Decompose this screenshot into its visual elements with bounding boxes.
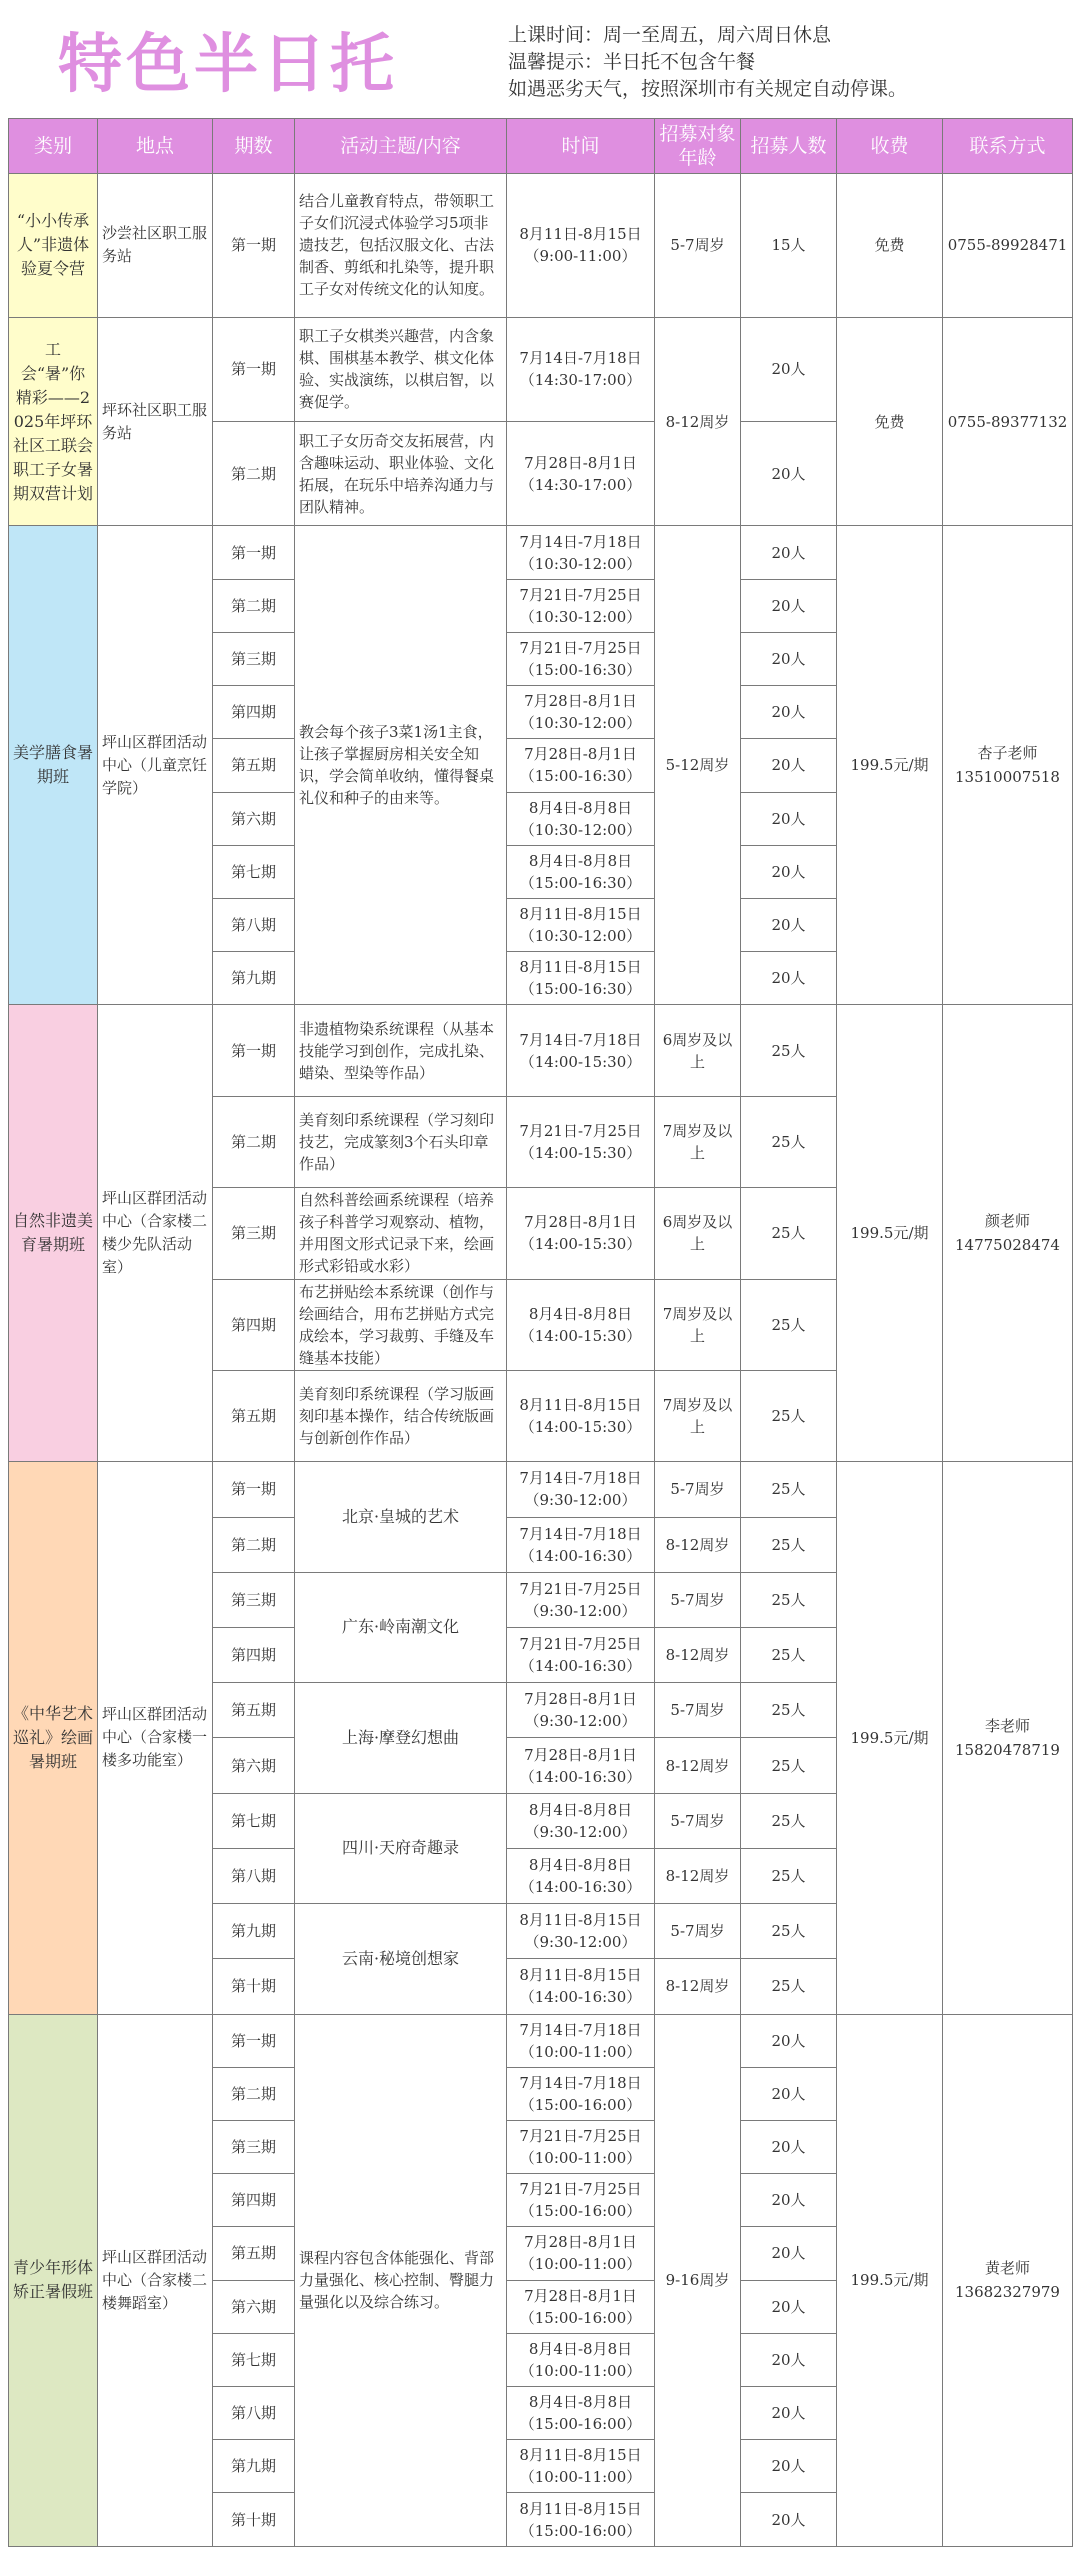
header-time: 时间 <box>507 119 655 174</box>
period-cell: 第二期 <box>213 422 295 526</box>
count-cell: 25人 <box>741 1683 837 1738</box>
time-cell-line: （14:00-16:30） <box>519 1877 642 1896</box>
schedule-table <box>8 118 1073 2547</box>
count-cell: 25人 <box>741 1904 837 1959</box>
time-cell-line: 7月28日-8月1日 <box>524 1690 637 1709</box>
count-cell: 25人 <box>741 1517 837 1572</box>
time-cell-line: 8月11日-8月15日 <box>519 2499 642 2518</box>
location-cell: 坪山区群团活动中心（合家楼一楼多功能室） <box>98 1462 213 2014</box>
count-cell: 20人 <box>741 2174 837 2227</box>
fee-cell: 199.5元/期 <box>837 1005 943 1462</box>
count-cell: 25人 <box>741 1462 837 1517</box>
period-cell: 第九期 <box>213 2440 295 2493</box>
time-cell <box>507 899 655 952</box>
topic-cell: 广东·岭南潮文化 <box>295 1572 507 1682</box>
count-cell: 20人 <box>741 686 837 739</box>
time-cell-line: 7月21日-7月25日 <box>519 1579 642 1598</box>
period-cell: 第四期 <box>213 1627 295 1682</box>
topic-cell: 北京·皇城的艺术 <box>295 1462 507 1572</box>
time-cell-line: （14:00-15:30） <box>519 1326 642 1345</box>
time-cell <box>507 1627 655 1682</box>
content-cell: 美育刻印系统课程（学习版画刻印基本操作，结合传统版画与创新创作作品） <box>295 1370 507 1461</box>
time-cell <box>507 1738 655 1793</box>
age-cell: 7周岁及以上 <box>655 1370 741 1461</box>
time-cell-line: 7月28日-8月1日 <box>524 2233 637 2252</box>
time-cell-line: （10:30-12:00） <box>519 714 642 733</box>
time-cell-line: （14:00-16:30） <box>519 1657 642 1676</box>
period-cell: 第八期 <box>213 2387 295 2440</box>
period-cell: 第三期 <box>213 2120 295 2173</box>
count-cell: 25人 <box>741 1096 837 1187</box>
age-cell: 8-12周岁 <box>655 1738 741 1793</box>
count-cell: 20人 <box>741 792 837 845</box>
time-cell <box>507 2440 655 2493</box>
count-cell: 20人 <box>741 952 837 1005</box>
time-cell-line: 8月11日-8月15日 <box>519 1911 642 1930</box>
time-cell-line: 8月4日-8月8日 <box>528 2393 633 2412</box>
period-cell: 第七期 <box>213 2333 295 2386</box>
count-cell: 20人 <box>741 2280 837 2333</box>
category-cell: 青少年形体矫正暑假班 <box>9 2014 98 2547</box>
contact-cell-line: 杏子老师 <box>977 744 1038 763</box>
header-location: 地点 <box>98 119 213 174</box>
notice-weather: 如遇恶劣天气，按照深圳市有关规定自动停课。 <box>508 78 908 100</box>
time-cell <box>507 1462 655 1517</box>
content-cell: 自然科普绘画系统课程（培养孩子科普学习观察动、植物，并用图文形式记录下来，绘画形式彩铅或水彩） <box>295 1188 507 1279</box>
fee-cell: 199.5元/期 <box>837 1462 943 2014</box>
time-cell-line: 8月4日-8月8日 <box>528 1855 633 1874</box>
period-cell: 第三期 <box>213 1572 295 1627</box>
time-cell-line: （9:30-12:00） <box>524 1822 637 1841</box>
time-cell-line: 7月14日-7月18日 <box>519 2020 642 2039</box>
table-header-row <box>9 119 1073 174</box>
count-cell: 20人 <box>741 2333 837 2386</box>
time-cell-line: （14:00-16:30） <box>519 1767 642 1786</box>
count-cell: 25人 <box>741 1370 837 1461</box>
topic-cell: 上海·摩登幻想曲 <box>295 1683 507 1793</box>
notice-class-time: 上课时间：周一至周五，周六周日休息 <box>508 24 832 46</box>
time-cell-line: （14:00-16:30） <box>519 1988 642 2007</box>
time-cell-line: （10:30-12:00） <box>519 554 642 573</box>
period-cell: 第一期 <box>213 1462 295 1517</box>
time-cell-line: （14:00-16:30） <box>519 1546 642 1565</box>
count-cell: 20人 <box>741 2387 837 2440</box>
fee-cell: 免费 <box>837 317 943 526</box>
age-cell: 5-7周岁 <box>655 1462 741 1517</box>
time-cell-line: （15:00-16:00） <box>519 2415 642 2434</box>
period-cell: 第一期 <box>213 2014 295 2067</box>
category-cell: 自然非遗美育暑期班 <box>9 1005 98 1462</box>
category-cell: 工会“暑”你精彩——2025年坪环社区工联会职工子女暑期双营计划 <box>9 317 98 526</box>
contact-cell <box>943 1005 1073 1462</box>
count-cell: 20人 <box>741 632 837 685</box>
time-cell-line: 7月28日-8月1日 <box>524 692 637 711</box>
header-age: 招募对象年龄 <box>655 119 741 174</box>
location-cell: 沙尝社区职工服务站 <box>98 174 213 318</box>
topic-cell: 云南·秘境创想家 <box>295 1904 507 2014</box>
time-cell <box>507 1683 655 1738</box>
count-cell: 25人 <box>741 1005 837 1096</box>
count-cell: 20人 <box>741 845 837 898</box>
time-cell-line: 7月28日-8月1日 <box>524 453 637 472</box>
time-cell-line: 7月21日-7月25日 <box>519 585 642 604</box>
time-cell-line: 7月14日-7月18日 <box>519 1524 642 1543</box>
header-content: 活动主题/内容 <box>295 119 507 174</box>
age-cell: 8-12周岁 <box>655 317 741 526</box>
contact-cell-line: 黄老师 <box>984 2259 1030 2278</box>
header-count: 招募人数 <box>741 119 837 174</box>
age-cell: 8-12周岁 <box>655 1627 741 1682</box>
count-cell: 25人 <box>741 1627 837 1682</box>
count-cell: 25人 <box>741 1848 837 1903</box>
time-cell-line: （15:00-16:00） <box>519 2521 642 2540</box>
time-cell-line: 8月4日-8月8日 <box>528 1800 633 1819</box>
time-cell <box>507 1517 655 1572</box>
age-cell: 8-12周岁 <box>655 1959 741 2014</box>
time-cell <box>507 2387 655 2440</box>
period-cell: 第一期 <box>213 1005 295 1096</box>
period-cell: 第六期 <box>213 1738 295 1793</box>
table-row <box>9 1005 1073 1096</box>
time-cell <box>507 317 655 421</box>
period-cell: 第五期 <box>213 1683 295 1738</box>
location-cell: 坪山区群团活动中心（合家楼二楼舞蹈室） <box>98 2014 213 2547</box>
age-cell: 5-7周岁 <box>655 1683 741 1738</box>
time-cell <box>507 1848 655 1903</box>
count-cell: 25人 <box>741 1279 837 1370</box>
time-cell-line: （14:00-15:30） <box>519 1235 642 1254</box>
time-cell <box>507 526 655 579</box>
content-cell: 非遗植物染系统课程（从基本技能学习到创作，完成扎染、蜡染、型染等作品） <box>295 1005 507 1096</box>
period-cell: 第三期 <box>213 632 295 685</box>
age-cell: 5-7周岁 <box>655 1904 741 1959</box>
page-header <box>0 0 1080 118</box>
time-cell <box>507 579 655 632</box>
time-cell <box>507 1279 655 1370</box>
fee-cell: 199.5元/期 <box>837 526 943 1005</box>
content-cell: 课程内容包含体能强化、背部力量强化、核心控制、臀腿力量强化以及综合练习。 <box>295 2014 507 2547</box>
age-cell: 8-12周岁 <box>655 1517 741 1572</box>
time-cell <box>507 174 655 318</box>
period-cell: 第四期 <box>213 686 295 739</box>
contact-cell <box>943 317 1073 526</box>
period-cell: 第五期 <box>213 2227 295 2280</box>
fee-cell: 免费 <box>837 174 943 318</box>
count-cell: 20人 <box>741 422 837 526</box>
period-cell: 第八期 <box>213 899 295 952</box>
time-cell-line: （9:00-11:00） <box>524 247 637 266</box>
period-cell: 第四期 <box>213 2174 295 2227</box>
time-cell-line: 7月21日-7月25日 <box>519 1635 642 1654</box>
time-cell <box>507 1572 655 1627</box>
time-cell-line: （10:00-11:00） <box>519 2149 642 2168</box>
time-cell-line: （15:00-16:30） <box>519 873 642 892</box>
age-cell: 5-7周岁 <box>655 1572 741 1627</box>
time-cell-line: （15:00-16:30） <box>519 980 642 999</box>
time-cell-line: （10:30-12:00） <box>519 927 642 946</box>
time-cell-line: 7月28日-8月1日 <box>524 1213 637 1232</box>
age-cell: 5-7周岁 <box>655 174 741 318</box>
time-cell-line: （10:00-11:00） <box>519 2042 642 2061</box>
table-row <box>9 2014 1073 2067</box>
time-cell-line: 7月28日-8月1日 <box>524 1745 637 1764</box>
time-cell-line: （9:30-12:00） <box>524 1601 637 1620</box>
fee-cell: 199.5元/期 <box>837 2014 943 2547</box>
age-cell: 6周岁及以上 <box>655 1188 741 1279</box>
count-cell: 25人 <box>741 1793 837 1848</box>
content-cell: 职工子女历奇交友拓展营，内含趣味运动、职业体验、文化拓展，在玩乐中培养沟通力与团队精神。 <box>295 422 507 526</box>
time-cell-line: （14:00-15:30） <box>519 1144 642 1162</box>
period-cell: 第四期 <box>213 1279 295 1370</box>
location-cell: 坪山区群团活动中心（儿童烹饪学院） <box>98 526 213 1005</box>
time-cell-line: 8月11日-8月15日 <box>519 1396 642 1415</box>
count-cell: 20人 <box>741 579 837 632</box>
time-cell-line: 8月4日-8月8日 <box>528 2339 633 2358</box>
time-cell-line: （9:30-12:00） <box>524 1933 637 1952</box>
contact-cell <box>943 526 1073 1005</box>
time-cell-line: 7月28日-8月1日 <box>524 745 637 764</box>
count-cell: 15人 <box>741 174 837 318</box>
time-cell-line: （15:00-16:30） <box>519 661 642 680</box>
time-cell-line: 8月11日-8月15日 <box>519 958 642 977</box>
period-cell: 第一期 <box>213 526 295 579</box>
count-cell: 20人 <box>741 739 837 792</box>
time-cell <box>507 1959 655 2014</box>
count-cell: 25人 <box>741 1572 837 1627</box>
time-cell <box>507 1370 655 1461</box>
time-cell-line: 7月14日-7月18日 <box>519 1469 642 1488</box>
count-cell: 25人 <box>741 1738 837 1793</box>
content-cell: 职工子女棋类兴趣营，内含象棋、围棋基本教学、棋文化体验、实战演练，以棋启智，以赛促学。 <box>295 317 507 421</box>
table-row <box>9 317 1073 421</box>
period-cell: 第二期 <box>213 1517 295 1572</box>
contact-cell-line: 15820478719 <box>955 1740 1060 1759</box>
time-cell-line: 8月11日-8月15日 <box>519 225 642 244</box>
header-period: 期数 <box>213 119 295 174</box>
age-cell: 6周岁及以上 <box>655 1005 741 1096</box>
period-cell: 第二期 <box>213 579 295 632</box>
time-cell-line: 7月21日-7月25日 <box>519 2180 642 2199</box>
period-cell: 第十期 <box>213 2493 295 2547</box>
contact-cell-line: 14775028474 <box>955 1236 1060 1255</box>
period-cell: 第二期 <box>213 2067 295 2120</box>
content-cell: 美育刻印系统课程（学习刻印技艺，完成篆刻3个石头印章作品） <box>295 1096 507 1187</box>
time-cell-line: 8月4日-8月8日 <box>528 798 633 817</box>
count-cell: 20人 <box>741 2493 837 2547</box>
content-cell: 布艺拼贴绘本系统课（创作与绘画结合，用布艺拼贴方式完成绘本，学习裁剪、手缝及车缝基本技能） <box>295 1279 507 1370</box>
period-cell: 第六期 <box>213 792 295 845</box>
time-cell-line: 7月14日-7月18日 <box>519 2073 642 2092</box>
time-cell <box>507 2014 655 2067</box>
period-cell: 第八期 <box>213 1848 295 1903</box>
count-cell: 20人 <box>741 2014 837 2067</box>
time-cell-line: 8月11日-8月15日 <box>519 1966 642 1985</box>
period-cell: 第五期 <box>213 739 295 792</box>
topic-cell: 四川·天府奇趣录 <box>295 1793 507 1903</box>
time-cell <box>507 2227 655 2280</box>
time-cell-line: 7月14日-7月18日 <box>519 349 642 368</box>
count-cell: 20人 <box>741 2227 837 2280</box>
time-cell-line: 7月21日-7月25日 <box>519 2127 642 2146</box>
location-cell: 坪环社区职工服务站 <box>98 317 213 526</box>
count-cell: 20人 <box>741 2067 837 2120</box>
time-cell <box>507 845 655 898</box>
table-row <box>9 174 1073 318</box>
page-title: 特色半日托 <box>58 28 398 102</box>
time-cell <box>507 1096 655 1187</box>
time-cell <box>507 1793 655 1848</box>
contact-cell <box>943 1462 1073 2014</box>
period-cell: 第九期 <box>213 952 295 1005</box>
time-cell <box>507 2067 655 2120</box>
table-row <box>9 1462 1073 1517</box>
contact-cell-line: 13510007518 <box>955 768 1060 787</box>
time-cell-line: （15:00-16:00） <box>519 2308 642 2327</box>
time-cell-line: 8月11日-8月15日 <box>519 2446 642 2465</box>
count-cell: 20人 <box>741 526 837 579</box>
table-row <box>9 526 1073 579</box>
period-cell: 第一期 <box>213 174 295 318</box>
time-cell-line: （10:00-11:00） <box>519 2468 642 2487</box>
category-cell: “小小传承人”非遗体验夏令营 <box>9 174 98 318</box>
period-cell: 第十期 <box>213 1959 295 2014</box>
category-cell: 《中华艺术巡礼》绘画暑期班 <box>9 1462 98 2014</box>
time-cell-line: （10:30-12:00） <box>519 820 642 839</box>
time-cell <box>507 422 655 526</box>
time-cell <box>507 2174 655 2227</box>
age-cell: 7周岁及以上 <box>655 1279 741 1370</box>
period-cell: 第六期 <box>213 2280 295 2333</box>
time-cell <box>507 1188 655 1279</box>
time-cell <box>507 739 655 792</box>
time-cell <box>507 1005 655 1096</box>
time-cell <box>507 2280 655 2333</box>
count-cell: 20人 <box>741 2120 837 2173</box>
period-cell: 第七期 <box>213 845 295 898</box>
time-cell-line: 7月14日-7月18日 <box>519 1030 642 1049</box>
contact-cell-line: 0755-89928471 <box>947 236 1068 255</box>
time-cell <box>507 2120 655 2173</box>
time-cell-line: （9:30-12:00） <box>524 1491 637 1510</box>
category-cell: 美学膳食暑期班 <box>9 526 98 1005</box>
time-cell-line: （14:00-15:30） <box>519 1418 642 1437</box>
location-cell: 坪山区群团活动中心（合家楼二楼少先队活动室） <box>98 1005 213 1462</box>
contact-cell <box>943 174 1073 318</box>
time-cell-line: （10:00-11:00） <box>519 2255 642 2274</box>
time-cell-line: （15:00-16:30） <box>519 767 642 786</box>
time-cell <box>507 1904 655 1959</box>
notice-block <box>508 22 1068 103</box>
time-cell-line: （10:00-11:00） <box>519 2361 642 2380</box>
age-cell: 5-12周岁 <box>655 526 741 1005</box>
time-cell-line: （14:30-17:00） <box>519 371 642 390</box>
contact-cell-line: 0755-89377132 <box>947 412 1068 431</box>
time-cell-line: 7月14日-7月18日 <box>519 532 642 551</box>
age-cell: 5-7周岁 <box>655 1793 741 1848</box>
period-cell: 第七期 <box>213 1793 295 1848</box>
time-cell <box>507 952 655 1005</box>
contact-cell-line: 李老师 <box>984 1716 1030 1735</box>
time-cell-line: （9:30-12:00） <box>524 1712 637 1731</box>
time-cell <box>507 686 655 739</box>
time-cell-line: 8月4日-8月8日 <box>528 1304 633 1323</box>
count-cell: 25人 <box>741 1959 837 2014</box>
period-cell: 第五期 <box>213 1370 295 1461</box>
header-fee: 收费 <box>837 119 943 174</box>
contact-cell-line: 13682327979 <box>955 2283 1060 2302</box>
time-cell <box>507 792 655 845</box>
time-cell-line: （14:00-15:30） <box>519 1052 642 1071</box>
count-cell: 25人 <box>741 1188 837 1279</box>
period-cell: 第二期 <box>213 1096 295 1187</box>
time-cell-line: 7月21日-7月25日 <box>519 639 642 658</box>
time-cell-line: 7月28日-8月1日 <box>524 2286 637 2305</box>
time-cell <box>507 2493 655 2547</box>
header-category: 类别 <box>9 119 98 174</box>
time-cell-line: （14:30-17:00） <box>519 475 642 494</box>
content-cell: 结合儿童教育特点，带领职工子女们沉浸式体验学习5项非遗技艺，包括汉服文化、古法制香、剪纸和扎染等，提升职工子女对传统文化的认知度。 <box>295 174 507 318</box>
period-cell: 第三期 <box>213 1188 295 1279</box>
count-cell: 20人 <box>741 317 837 421</box>
content-cell: 教会每个孩子3菜1汤1主食，让孩子掌握厨房相关安全知识，学会简单收纳，懂得餐桌礼仪和种子的由来等。 <box>295 526 507 1005</box>
contact-cell-line: 颜老师 <box>984 1212 1030 1231</box>
time-cell-line: （15:00-16:00） <box>519 2202 642 2221</box>
age-cell: 8-12周岁 <box>655 1848 741 1903</box>
count-cell: 20人 <box>741 899 837 952</box>
time-cell-line: 8月4日-8月8日 <box>528 851 633 870</box>
time-cell <box>507 2333 655 2386</box>
time-cell-line: （10:30-12:00） <box>519 607 642 626</box>
age-cell: 7周岁及以上 <box>655 1096 741 1187</box>
time-cell-line: （15:00-16:00） <box>519 2095 642 2114</box>
time-cell-line: 7月21日-7月25日 <box>519 1122 642 1140</box>
period-cell: 第一期 <box>213 317 295 421</box>
time-cell <box>507 632 655 685</box>
contact-cell <box>943 2014 1073 2547</box>
period-cell: 第九期 <box>213 1904 295 1959</box>
time-cell-line: 8月11日-8月15日 <box>519 905 642 924</box>
header-contact: 联系方式 <box>943 119 1073 174</box>
notice-lunch-tip: 温馨提示：半日托不包含午餐 <box>508 51 756 73</box>
age-cell: 9-16周岁 <box>655 2014 741 2547</box>
count-cell: 20人 <box>741 2440 837 2493</box>
